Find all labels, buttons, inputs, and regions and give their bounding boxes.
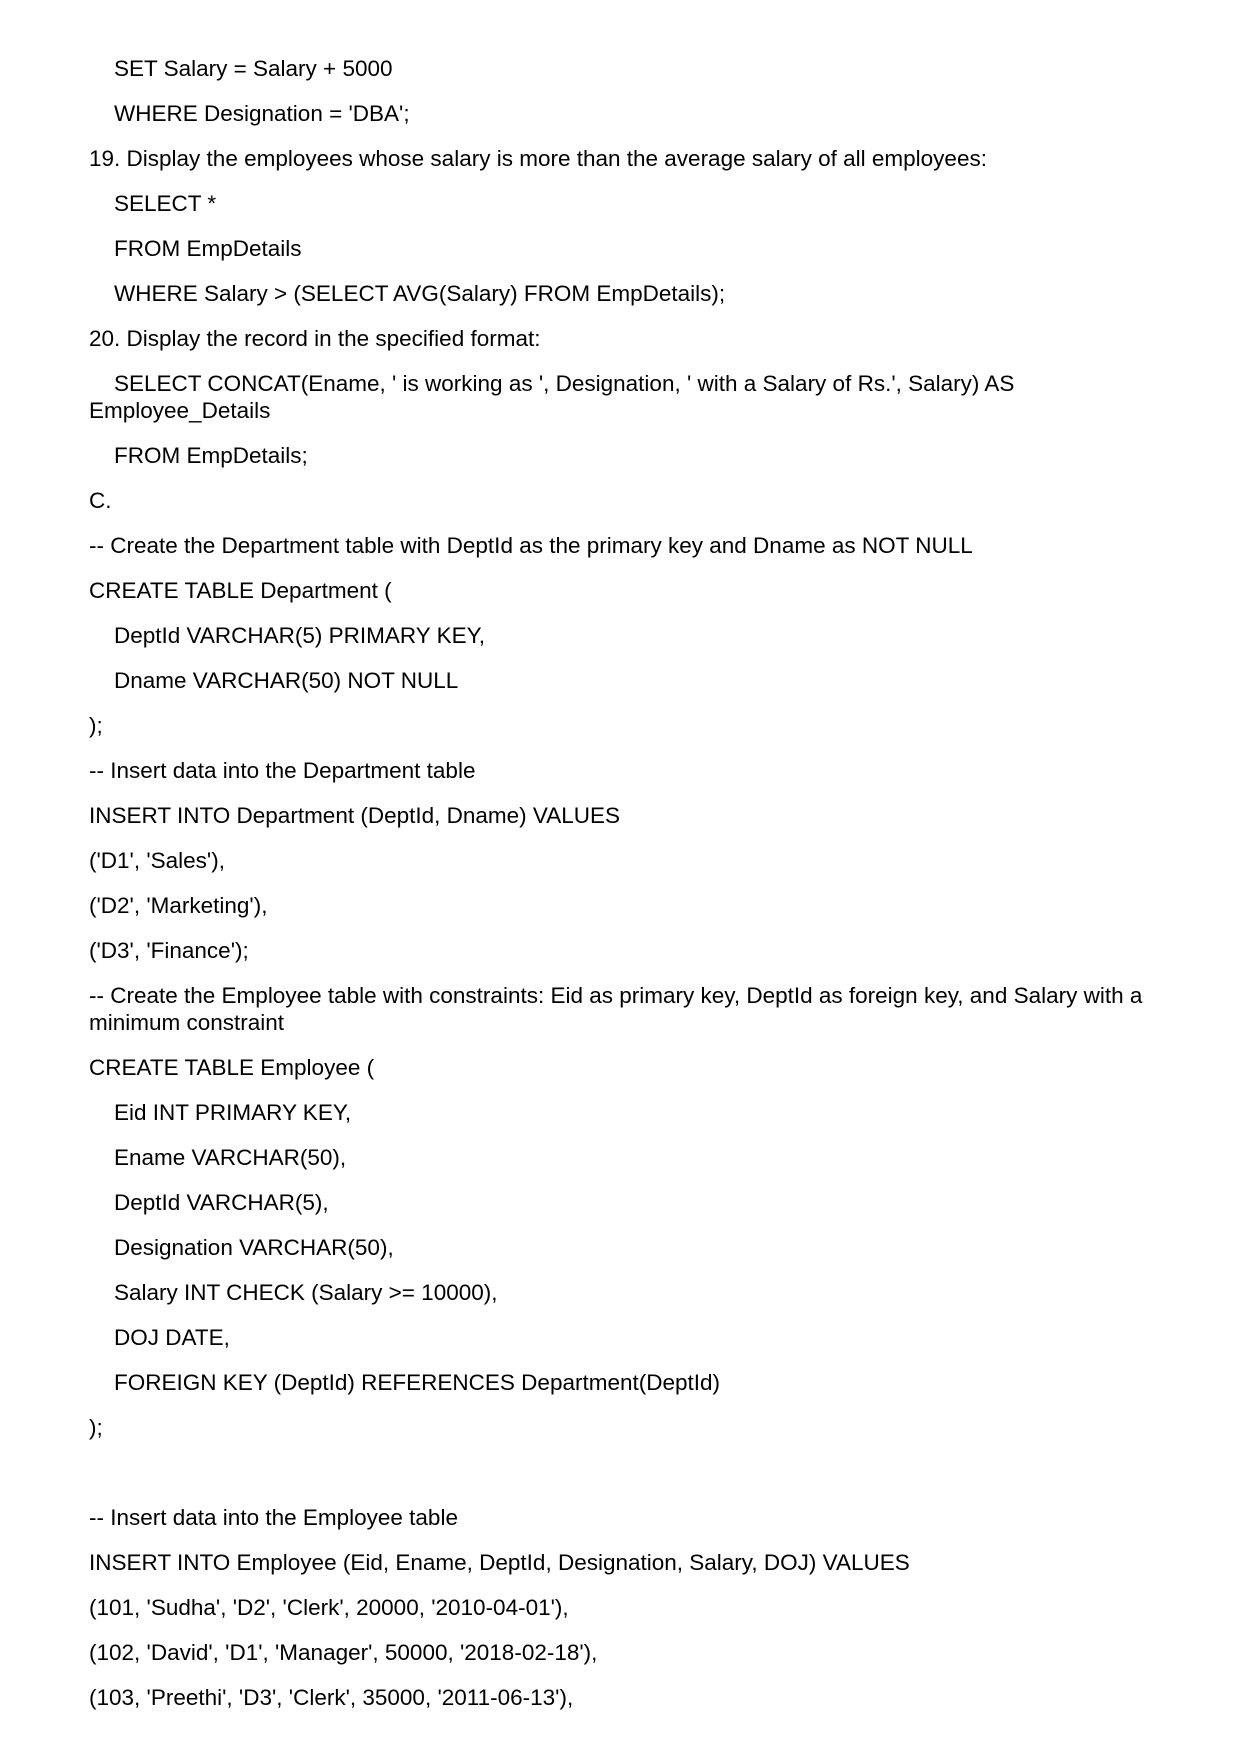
sql-line: CREATE TABLE Employee ( <box>89 1055 375 1080</box>
sql-line: FROM EmpDetails <box>114 236 302 261</box>
sql-line: SET Salary = Salary + 5000 <box>114 56 393 81</box>
sql-line: FOREIGN KEY (DeptId) REFERENCES Department(DeptId) <box>114 1370 721 1395</box>
question-heading: 20. Display the record in the specified format: <box>89 326 541 351</box>
sql-line: ('D1', 'Sales'), <box>89 848 225 873</box>
sql-line: Designation VARCHAR(50), <box>114 1235 394 1260</box>
sql-line: CREATE TABLE Department ( <box>89 578 392 603</box>
document-content <box>89 55 1169 1729</box>
sql-line: Eid INT PRIMARY KEY, <box>114 1100 352 1125</box>
sql-line: DeptId VARCHAR(5) PRIMARY KEY, <box>114 623 485 648</box>
sql-line: WHERE Salary > (SELECT AVG(Salary) FROM EmpDetails); <box>114 281 726 306</box>
sql-line: SELECT * <box>114 191 217 216</box>
sql-comment: -- Insert data into the Employee table <box>89 1505 458 1530</box>
sql-line: INSERT INTO Employee (Eid, Ename, DeptId, Designation, Salary, DOJ) VALUES <box>89 1550 910 1575</box>
sql-line: DOJ DATE, <box>114 1325 230 1350</box>
sql-line: INSERT INTO Department (DeptId, Dname) VALUES <box>89 803 621 828</box>
question-heading: 19. Display the employees whose salary is more than the average salary of all employees: <box>89 146 987 171</box>
sql-comment: -- Create the Employee table with constraints: Eid as primary key, DeptId as foreign key, and Salary with a minimum constraint <box>89 983 1149 1035</box>
sql-line: (103, 'Preethi', 'D3', 'Clerk', 35000, '2011-06-13'), <box>89 1685 574 1710</box>
sql-line: WHERE Designation = 'DBA'; <box>114 101 410 126</box>
sql-line: ); <box>89 713 103 738</box>
sql-line: DeptId VARCHAR(5), <box>114 1190 329 1215</box>
sql-line: (102, 'David', 'D1', 'Manager', 50000, '2018-02-18'), <box>89 1640 598 1665</box>
sql-line: Ename VARCHAR(50), <box>114 1145 347 1170</box>
sql-line: Dname VARCHAR(50) NOT NULL <box>114 668 459 693</box>
sql-line: Salary INT CHECK (Salary >= 10000), <box>114 1280 498 1305</box>
sql-line: ('D3', 'Finance'); <box>89 938 249 963</box>
section-label: C. <box>89 488 112 513</box>
blank-line <box>89 1459 1169 1486</box>
sql-line: ); <box>89 1415 103 1440</box>
sql-line: (101, 'Sudha', 'D2', 'Clerk', 20000, '2010-04-01'), <box>89 1595 569 1620</box>
sql-line: FROM EmpDetails; <box>114 443 308 468</box>
sql-line: SELECT CONCAT(Ename, ' is working as ', Designation, ' with a Salary of Rs.', Salary) AS Employee_Details <box>89 371 1021 423</box>
sql-line: ('D2', 'Marketing'), <box>89 893 268 918</box>
sql-comment: -- Insert data into the Department table <box>89 758 476 783</box>
sql-comment: -- Create the Department table with DeptId as the primary key and Dname as NOT NULL <box>89 533 973 558</box>
